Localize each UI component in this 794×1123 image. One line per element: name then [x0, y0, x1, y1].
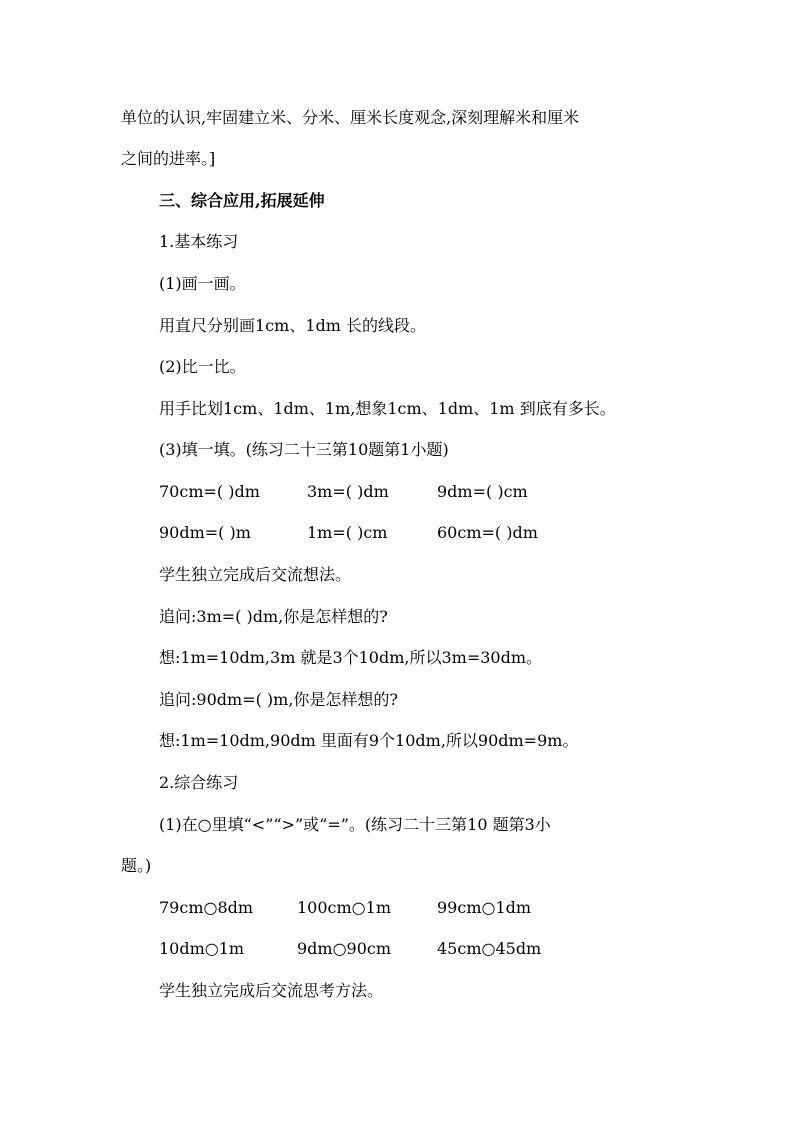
compare-item: 79cm○8dm: [159, 898, 254, 917]
fill-item: 90dm=( )m: [159, 523, 251, 542]
compare-item: 99cm○1dm: [437, 898, 532, 917]
fill-item: 3m=( )dm: [307, 482, 389, 501]
paragraph-line: 之间的进率。]: [121, 149, 216, 168]
compare-item: 10dm○1m: [159, 939, 245, 958]
question-title: (3)填一填。(练习二十三第10题第1小题): [159, 440, 449, 459]
question-text: 用手比划1cm、1dm、1m,想象1cm、1dm、1m 到底有多长。: [159, 399, 616, 418]
reasoning-text: 想:1m=10dm,90dm 里面有9个10dm,所以90dm=9m。: [159, 731, 579, 750]
question-title: (1)画一画。: [159, 274, 246, 293]
follow-up-question: 追问:3m=( )dm,你是怎样想的?: [159, 607, 388, 626]
follow-up-question: 追问:90dm=( )m,你是怎样想的?: [159, 690, 398, 709]
compare-item: 9dm○90cm: [297, 939, 392, 958]
compare-item: 100cm○1m: [297, 898, 391, 917]
compare-item: 45cm○45dm: [437, 939, 542, 958]
subsection-heading: 1.基本练习: [159, 232, 239, 251]
section-heading: 三、综合应用,拓展延伸: [159, 191, 325, 210]
question-title: 题。): [121, 856, 152, 875]
reasoning-text: 想:1m=10dm,3m 就是3个10dm,所以3m=30dm。: [159, 648, 543, 667]
fill-item: 70cm=( )dm: [159, 482, 260, 501]
fill-item: 60cm=( )dm: [437, 523, 538, 542]
instruction-text: 学生独立完成后交流思考方法。: [159, 981, 384, 1000]
question-title: (1)在○里填“<”“>”或“=”。(练习二十三第10 题第3小: [159, 815, 551, 834]
subsection-heading: 2.综合练习: [159, 773, 239, 792]
fill-item: 1m=( )cm: [307, 523, 388, 542]
instruction-text: 学生独立完成后交流想法。: [159, 565, 352, 584]
question-title: (2)比一比。: [159, 357, 246, 376]
question-text: 用直尺分别画1cm、1dm 长的线段。: [159, 316, 426, 335]
fill-item: 9dm=( )cm: [437, 482, 528, 501]
paragraph-line: 单位的认识,牢固建立米、分米、厘米长度观念,深刻理解米和厘米: [121, 108, 580, 127]
